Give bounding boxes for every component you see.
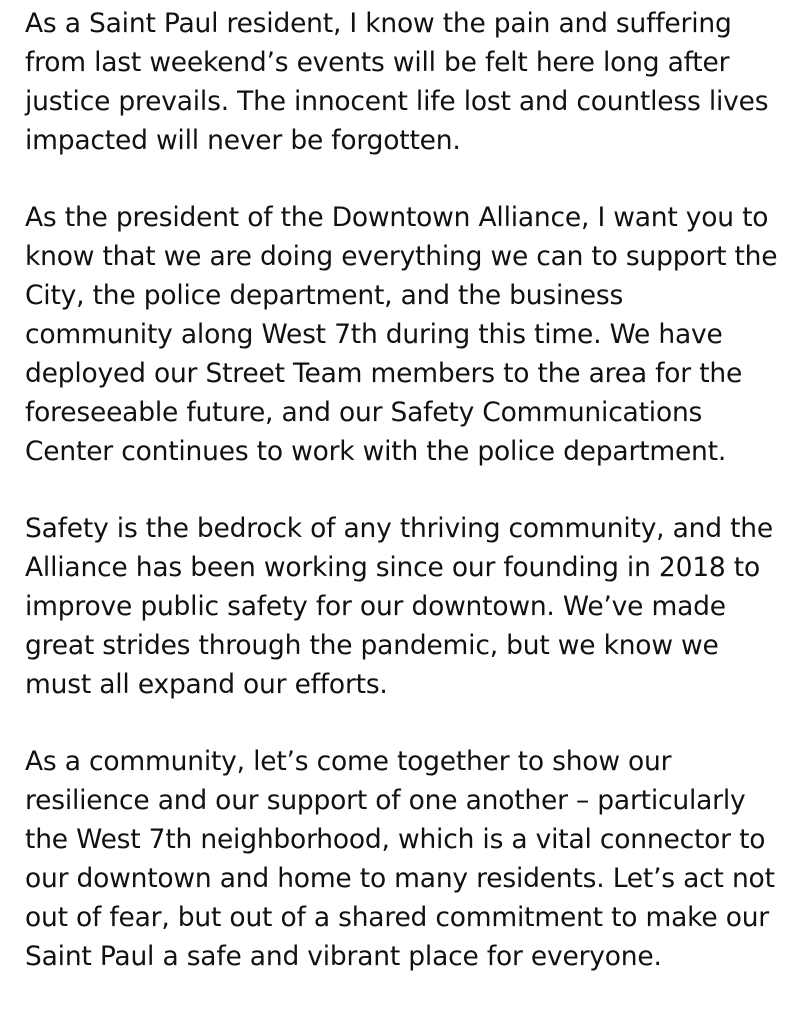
paragraph-line: must all expand our efforts. (25, 669, 388, 700)
paragraph-line: great strides through the pandemic, but we know we (25, 630, 719, 661)
paragraph-line: Center continues to work with the police department. (25, 436, 727, 467)
paragraph-line: out of fear, but out of a shared commitment to make our (25, 902, 769, 933)
paragraph-downtown-alliance (25, 198, 806, 471)
paragraph-line: know that we are doing everything we can to support the (25, 241, 778, 272)
paragraph-line: from last weekend’s events will be felt here long after (25, 47, 730, 78)
paragraph-line: Saint Paul a safe and vibrant place for everyone. (25, 941, 662, 972)
paragraph-saint-paul-resident (25, 4, 806, 160)
paragraph-line: As the president of the Downtown Alliance, I want you to (25, 202, 769, 233)
paragraph-safety-bedrock (25, 509, 806, 704)
paragraph-line: our downtown and home to many residents. Let’s act not (25, 863, 775, 894)
paragraph-line: Safety is the bedrock of any thriving community, and the (25, 513, 773, 544)
paragraph-line: community along West 7th during this time. We have (25, 319, 723, 350)
paragraph-line: City, the police department, and the business (25, 280, 624, 311)
paragraph-line: the West 7th neighborhood, which is a vital connector to (25, 824, 766, 855)
paragraph-line: deployed our Street Team members to the area for the (25, 358, 743, 389)
paragraph-line: Alliance has been working since our founding in 2018 to (25, 552, 760, 583)
paragraph-line: As a Saint Paul resident, I know the pain and suffering (25, 8, 732, 39)
paragraph-line: As a community, let’s come together to show our (25, 746, 672, 777)
paragraph-line: foreseeable future, and our Safety Communications (25, 397, 703, 428)
paragraph-line: impacted will never be forgotten. (25, 125, 461, 156)
paragraph-line: improve public safety for our downtown. We’ve made (25, 591, 726, 622)
paragraph-line: resilience and our support of one another – particularly (25, 785, 746, 816)
paragraph-community-together (25, 742, 806, 976)
paragraph-line: justice prevails. The innocent life lost and countless lives (25, 86, 769, 117)
